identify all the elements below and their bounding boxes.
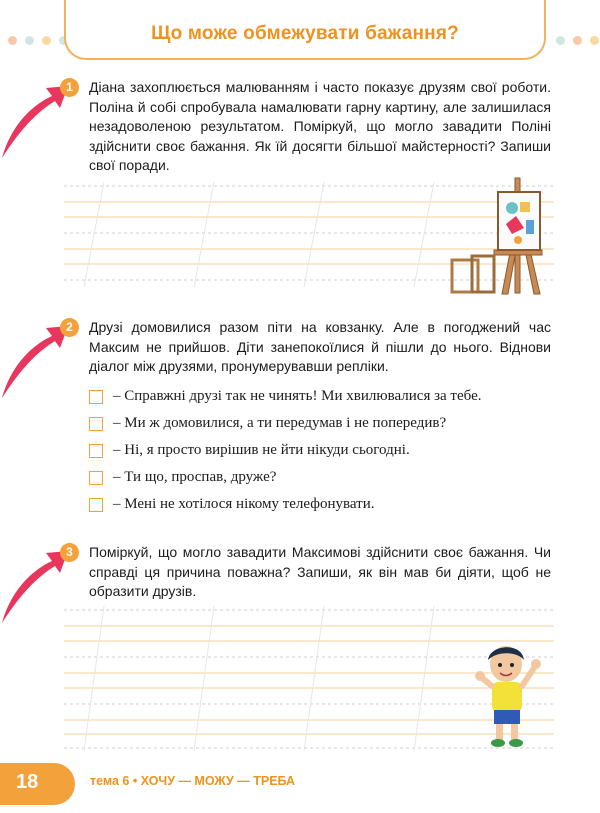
dialog-option-text: – Ти що, проспав, друже?: [113, 469, 277, 485]
dialog-option: [89, 491, 481, 518]
boy-illustration: [470, 640, 548, 750]
task-2-text: Друзі домовилися разом піти на ковзанку. Але в погоджений час Максим не прийшов. Діти занепокоїлися й пішли до нього. Віднови діалог між друзями, пронумерувавши репліки.: [89, 319, 551, 374]
task-3-text: Поміркуй, що могло завадити Максимові здійснити своє бажання. Чи справді ця причина поважна? Запиши, як він мав би діяти, щоб не образити друзів.: [89, 544, 551, 599]
page-title: Що може обмежувати бажання?: [151, 23, 459, 44]
dialog-option-text: – Справжні друзі так не чинять! Ми хвилювалися за тебе.: [113, 388, 482, 404]
dialog-option: [89, 383, 481, 410]
footer-topic-label: тема 6 • ХОЧУ — МОЖУ — ТРЕБА: [90, 774, 296, 788]
dialog-option: [89, 464, 481, 491]
dialog-option-text: – Ні, я просто вирішив не йти нікуди сьогодні.: [113, 442, 410, 458]
number-checkbox[interactable]: [89, 444, 103, 458]
easel-illustration: [442, 176, 552, 298]
number-checkbox[interactable]: [89, 471, 103, 485]
task-1-text: Діана захоплюється малюванням і часто показує друзям свої роботи. Поліна й собі спробувала намалювати гарну картину, але залишилася незадоволеною результатом. Поміркуй, що могло завадити Поліні здійснити своє бажання. Як їй досягти більшої майстерності? Запиши свої поради.: [89, 79, 551, 173]
title-box: [64, 0, 546, 60]
dialog-option: [89, 437, 481, 464]
dialog-option-text: – Ми ж домовилися, а ти передумав і не попередив?: [113, 415, 447, 431]
dialog-option-text: – Мені не хотілося нікому телефонувати.: [113, 496, 375, 512]
decor-dots-right: [556, 36, 599, 45]
number-checkbox[interactable]: [89, 390, 103, 404]
task-number-badge: 1: [60, 78, 79, 97]
task-number-badge: 2: [60, 318, 79, 337]
page-number: 18: [16, 771, 39, 793]
dialog-options-list: [89, 383, 481, 518]
decor-dots-left: [8, 36, 68, 45]
number-checkbox[interactable]: [89, 498, 103, 512]
number-checkbox[interactable]: [89, 417, 103, 431]
task-number-badge: 3: [60, 543, 79, 562]
dialog-option: [89, 410, 481, 437]
